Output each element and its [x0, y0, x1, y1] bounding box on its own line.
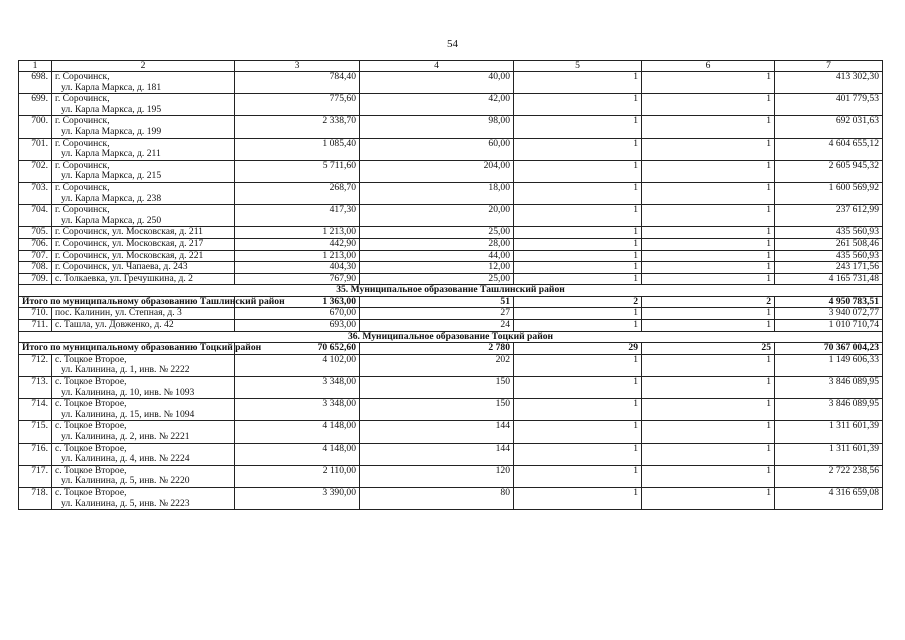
address-line-1: г. Сорочинск,: [55, 115, 110, 127]
cell-amount: 1 311 601,39: [775, 443, 883, 465]
address-cell: г. Сорочинск, ул. Московская, д. 217: [52, 238, 235, 250]
data-table: [18, 60, 883, 510]
address-line-2: ул. Карла Маркса, д. 181: [61, 81, 162, 93]
cell-col4: 60,00: [360, 138, 514, 160]
cell-col5: 1: [514, 320, 642, 332]
cell-area: 2 110,00: [235, 465, 360, 487]
cell-col6: 1: [642, 465, 775, 487]
cell-col5: 1: [514, 443, 642, 465]
table-row: [19, 320, 883, 332]
address-cell: [52, 354, 235, 376]
address-cell: [52, 465, 235, 487]
cell-amount: 1 600 569,92: [775, 182, 883, 204]
section-title: 35. Муниципальное образование Ташлинский район: [19, 285, 883, 297]
row-number: 700.: [19, 116, 52, 138]
table-row: [19, 399, 883, 421]
cell-area: 1 213,00: [235, 250, 360, 262]
cell-amount: 3 846 089,95: [775, 399, 883, 421]
cell-col5: 1: [514, 205, 642, 227]
address-line-2: ул. Карла Маркса, д. 238: [61, 192, 162, 204]
cell-col5: 1: [514, 262, 642, 274]
table-row: [19, 205, 883, 227]
cell-col6: 1: [642, 443, 775, 465]
cell-col4: 28,00: [360, 238, 514, 250]
cell-col5: 1: [514, 72, 642, 94]
cell-col4: 202: [360, 354, 514, 376]
row-number: 712.: [19, 354, 52, 376]
total-col5: 29: [514, 343, 642, 355]
address-line-1: с. Тоцкое Второе,: [55, 442, 127, 454]
section-header-row: [19, 331, 883, 343]
total-col6: 2: [642, 296, 775, 308]
cell-col5: 1: [514, 160, 642, 182]
cell-col4: 18,00: [360, 182, 514, 204]
cell-col5: 1: [514, 227, 642, 239]
cell-area: 2 338,70: [235, 116, 360, 138]
column-header: 3: [235, 61, 360, 72]
cell-area: 3 348,00: [235, 399, 360, 421]
cell-col6: 1: [642, 377, 775, 399]
address-line-2: ул. Карла Маркса, д. 195: [61, 103, 162, 115]
cell-amount: 2 722 238,56: [775, 465, 883, 487]
address-line-2: ул. Калинина, д. 1, инв. № 2222: [61, 364, 190, 376]
cell-amount: 2 605 945,32: [775, 160, 883, 182]
row-number: 699.: [19, 94, 52, 116]
cell-col4: 80: [360, 487, 514, 509]
address-line-2: ул. Карла Маркса, д. 215: [61, 170, 162, 182]
column-header: 6: [642, 61, 775, 72]
row-number: 702.: [19, 160, 52, 182]
cell-col6: 1: [642, 238, 775, 250]
address-line-1: г. Сорочинск,: [55, 159, 110, 171]
address-cell: г. Сорочинск, ул. Чапаева, д. 243: [52, 262, 235, 274]
cell-amount: 435 560,93: [775, 227, 883, 239]
table-body: [19, 61, 883, 510]
row-number: 711.: [19, 320, 52, 332]
row-number: 704.: [19, 205, 52, 227]
cell-amount: 401 779,53: [775, 94, 883, 116]
cell-col5: 1: [514, 308, 642, 320]
address-cell: [52, 138, 235, 160]
total-amount: 4 950 783,51: [775, 296, 883, 308]
cell-amount: 413 302,30: [775, 72, 883, 94]
cell-amount: 3 940 072,77: [775, 308, 883, 320]
cell-col6: 1: [642, 487, 775, 509]
cell-col4: 144: [360, 421, 514, 443]
address-cell: [52, 377, 235, 399]
cell-area: 670,00: [235, 308, 360, 320]
cell-col6: 1: [642, 250, 775, 262]
cell-amount: 1 010 710,74: [775, 320, 883, 332]
cell-area: 1 085,40: [235, 138, 360, 160]
table-row: [19, 443, 883, 465]
cell-col6: 1: [642, 421, 775, 443]
cell-amount: 1 311 601,39: [775, 421, 883, 443]
address-line-1: г. Сорочинск,: [55, 71, 110, 82]
address-cell: [52, 72, 235, 94]
cell-col4: 40,00: [360, 72, 514, 94]
cell-amount: 261 508,46: [775, 238, 883, 250]
total-area: 1 363,00: [235, 296, 360, 308]
row-number: 710.: [19, 308, 52, 320]
cell-col4: 42,00: [360, 94, 514, 116]
cell-col6: 1: [642, 72, 775, 94]
page-number: 54: [447, 38, 458, 50]
cell-area: 268,70: [235, 182, 360, 204]
table-row: [19, 160, 883, 182]
table-row: [19, 421, 883, 443]
cell-area: 1 213,00: [235, 227, 360, 239]
address-line-1: с. Тоцкое Второе,: [55, 398, 127, 410]
cell-col5: 1: [514, 465, 642, 487]
cell-col4: 20,00: [360, 205, 514, 227]
cell-col4: 25,00: [360, 273, 514, 285]
total-amount: 70 367 004,23: [775, 343, 883, 355]
cell-col6: 1: [642, 262, 775, 274]
cell-area: 767,90: [235, 273, 360, 285]
cell-col5: 1: [514, 182, 642, 204]
table-row: [19, 250, 883, 262]
row-number: 713.: [19, 377, 52, 399]
table-row: [19, 238, 883, 250]
cell-area: 4 148,00: [235, 421, 360, 443]
cell-col6: 1: [642, 354, 775, 376]
table-row: [19, 308, 883, 320]
cell-col4: 204,00: [360, 160, 514, 182]
section-total-row: [19, 296, 883, 308]
cell-area: 784,40: [235, 72, 360, 94]
row-number: 715.: [19, 421, 52, 443]
address-line-1: с. Тоцкое Второе,: [55, 376, 127, 388]
cell-col5: 1: [514, 238, 642, 250]
table-header-row: [19, 61, 883, 72]
cell-amount: 237 612,99: [775, 205, 883, 227]
cell-col6: 1: [642, 273, 775, 285]
cell-col5: 1: [514, 116, 642, 138]
total-col4: 2 780: [360, 343, 514, 355]
cell-col6: 1: [642, 94, 775, 116]
table-row: [19, 273, 883, 285]
table-row: [19, 138, 883, 160]
address-cell: [52, 205, 235, 227]
cell-col4: 150: [360, 399, 514, 421]
cell-col5: 1: [514, 487, 642, 509]
address-line-2: ул. Карла Маркса, д. 211: [61, 148, 161, 160]
cell-col4: 27: [360, 308, 514, 320]
cell-area: 4 102,00: [235, 354, 360, 376]
row-number: 717.: [19, 465, 52, 487]
cell-col4: 150: [360, 377, 514, 399]
address-cell: с. Толкаевка, ул. Гречушкина, д. 2: [52, 273, 235, 285]
address-cell: [52, 116, 235, 138]
column-header: 1: [19, 61, 52, 72]
cell-area: 442,90: [235, 238, 360, 250]
column-header: 7: [775, 61, 883, 72]
address-line-1: г. Сорочинск,: [55, 204, 110, 216]
cell-col6: 1: [642, 182, 775, 204]
cell-col5: 1: [514, 377, 642, 399]
cell-area: 3 348,00: [235, 377, 360, 399]
cell-col6: 1: [642, 227, 775, 239]
cell-amount: 243 171,56: [775, 262, 883, 274]
cell-amount: 4 165 731,48: [775, 273, 883, 285]
section-header-row: [19, 285, 883, 297]
address-line-1: с. Тоцкое Второе,: [55, 353, 127, 365]
cell-amount: 692 031,63: [775, 116, 883, 138]
cell-col4: 144: [360, 443, 514, 465]
address-cell: [52, 443, 235, 465]
cell-area: 4 148,00: [235, 443, 360, 465]
cell-amount: 3 846 089,95: [775, 377, 883, 399]
row-number: 701.: [19, 138, 52, 160]
address-line-2: ул. Калинина, д. 2, инв. № 2221: [61, 431, 190, 442]
column-header: 5: [514, 61, 642, 72]
cell-col6: 1: [642, 116, 775, 138]
address-line-2: ул. Карла Маркса, д. 199: [61, 125, 162, 137]
address-cell: [52, 94, 235, 116]
address-cell: пос. Калинин, ул. Степная, д. 3: [52, 308, 235, 320]
total-label: Итого по муниципальному образованию Тоцкий район: [19, 343, 235, 355]
cell-col5: 1: [514, 94, 642, 116]
address-cell: [52, 399, 235, 421]
row-number: 709.: [19, 273, 52, 285]
cell-area: 404,30: [235, 262, 360, 274]
total-label: Итого по муниципальному образованию Ташлинский район: [19, 296, 235, 308]
table-row: [19, 262, 883, 274]
address-line-1: с. Тоцкое Второе,: [55, 464, 127, 476]
section-total-row: [19, 343, 883, 355]
total-col4: 51: [360, 296, 514, 308]
cell-col4: 98,00: [360, 116, 514, 138]
cell-area: 693,00: [235, 320, 360, 332]
address-line-1: г. Сорочинск,: [55, 181, 110, 193]
cell-col5: 1: [514, 354, 642, 376]
address-cell: г. Сорочинск, ул. Московская, д. 211: [52, 227, 235, 239]
row-number: 716.: [19, 443, 52, 465]
row-number: 714.: [19, 399, 52, 421]
row-number: 705.: [19, 227, 52, 239]
table-row: [19, 116, 883, 138]
cell-col4: 24: [360, 320, 514, 332]
total-col5: 2: [514, 296, 642, 308]
address-line-1: г. Сорочинск,: [55, 93, 110, 105]
total-col6: 25: [642, 343, 775, 355]
address-cell: г. Сорочинск, ул. Московская, д. 221: [52, 250, 235, 262]
address-line-1: с. Тоцкое Второе,: [55, 486, 127, 498]
cell-col4: 12,00: [360, 262, 514, 274]
table-row: [19, 465, 883, 487]
address-line-2: ул. Калинина, д. 5, инв. № 2223: [61, 497, 190, 509]
cell-col6: 1: [642, 205, 775, 227]
address-line-2: ул. Карла Маркса, д. 250: [61, 214, 162, 226]
row-number: 718.: [19, 487, 52, 509]
cell-col6: 1: [642, 308, 775, 320]
table-row: [19, 354, 883, 376]
cell-col5: 1: [514, 138, 642, 160]
cell-amount: 4 604 655,12: [775, 138, 883, 160]
address-cell: [52, 182, 235, 204]
cell-col6: 1: [642, 399, 775, 421]
cell-col5: 1: [514, 421, 642, 443]
address-cell: [52, 487, 235, 509]
cell-area: 3 390,00: [235, 487, 360, 509]
row-number: 708.: [19, 262, 52, 274]
cell-col4: 25,00: [360, 227, 514, 239]
cell-col6: 1: [642, 160, 775, 182]
address-line-2: ул. Калинина, д. 5, инв. № 2220: [61, 475, 190, 487]
table-row: [19, 94, 883, 116]
cell-amount: 1 149 606,33: [775, 354, 883, 376]
table-row: [19, 487, 883, 509]
address-line-2: ул. Калинина, д. 15, инв. № 1094: [61, 408, 195, 420]
cell-col6: 1: [642, 320, 775, 332]
row-number: 706.: [19, 238, 52, 250]
cell-col6: 1: [642, 138, 775, 160]
address-line-2: ул. Калинина, д. 4, инв. № 2224: [61, 453, 190, 465]
cell-col4: 44,00: [360, 250, 514, 262]
cell-area: 5 711,60: [235, 160, 360, 182]
column-header: 4: [360, 61, 514, 72]
address-cell: [52, 421, 235, 443]
address-cell: [52, 160, 235, 182]
cell-area: 775,60: [235, 94, 360, 116]
cell-col4: 120: [360, 465, 514, 487]
table-row: [19, 227, 883, 239]
total-area: 70 652,60: [235, 343, 360, 355]
cell-col5: 1: [514, 250, 642, 262]
table-row: [19, 377, 883, 399]
column-header: 2: [52, 61, 235, 72]
address-line-1: г. Сорочинск,: [55, 137, 110, 149]
cell-col5: 1: [514, 273, 642, 285]
table-row: [19, 182, 883, 204]
row-number: 698.: [19, 72, 52, 94]
cell-col5: 1: [514, 399, 642, 421]
cell-amount: 4 316 659,08: [775, 487, 883, 509]
cell-amount: 435 560,93: [775, 250, 883, 262]
row-number: 707.: [19, 250, 52, 262]
table-row: [19, 72, 883, 94]
cell-area: 417,30: [235, 205, 360, 227]
row-number: 703.: [19, 182, 52, 204]
address-cell: с. Ташла, ул. Довженко, д. 42: [52, 320, 235, 332]
address-line-2: ул. Калинина, д. 10, инв. № 1093: [61, 386, 195, 398]
section-title: 36. Муниципальное образование Тоцкий район: [19, 331, 883, 343]
address-line-1: с. Тоцкое Второе,: [55, 420, 127, 432]
